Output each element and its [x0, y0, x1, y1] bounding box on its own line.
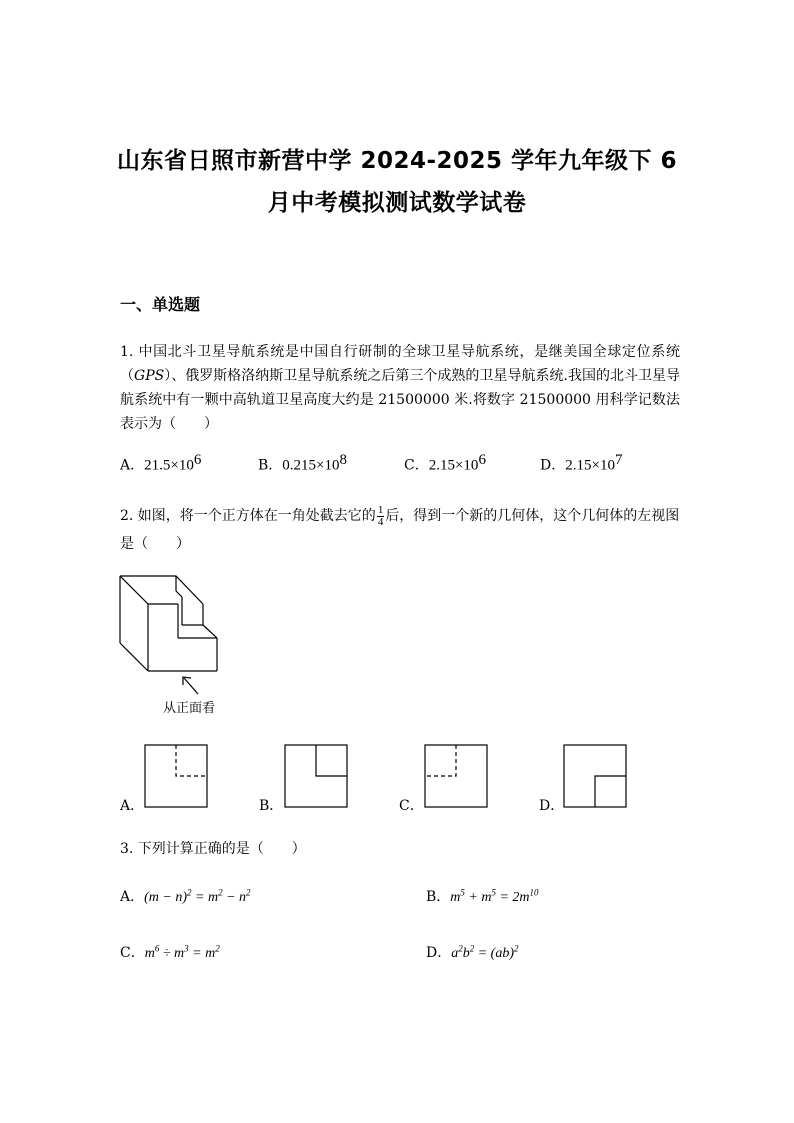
q1-text-part2: ）、俄罗斯格洛纳斯卫星导航系统之后第三个成熟的卫星导航系统.我国的北斗卫星导航系统中有一颗中高轨道卫星高度大约是 21500000 米.将数字 21500000 用科学记数法表示为（ ）	[120, 368, 681, 432]
q1-option-d[interactable]: D．$2.15\times 10^7$	[540, 452, 623, 474]
question-3-stem: 3. 下列计算正确的是（ ）	[120, 841, 306, 857]
q2-option-c-figure	[425, 745, 487, 807]
q1-option-b[interactable]: B．$0.215\times 10^8$	[258, 452, 348, 474]
q2-option-a-figure	[145, 745, 207, 807]
q1-text-part1: 1. 中国北斗卫星导航系统是中国自行研制的全球卫星导航系统，是继美国全球定位系统（	[120, 344, 680, 384]
q3-option-a[interactable]: A．$(m - n)^2 = m^2 - n^2$	[120, 887, 251, 905]
question-2-stem: 2. 如图，将一个正方体在一角处截去它的 $\frac{1}{4}$ 后，得到一个新的几何体，这个几何体的左视图是（ ）	[120, 503, 680, 552]
q2-option-c[interactable]: C．	[399, 798, 424, 814]
q1-option-c[interactable]: C．$2.15\times 10^6$	[404, 452, 486, 474]
q3-option-d[interactable]: D．$a^2b^2 = (ab)^2$	[426, 943, 519, 961]
q3-option-b[interactable]: B．$m^5 + m^5 = 2m^{10}$	[426, 887, 539, 905]
q3-option-c[interactable]: C．$m^6 \div m^3 = m^2$	[120, 943, 220, 961]
figure-caption: 从正面看	[163, 701, 216, 716]
fraction-one-quarter: $\frac{1}{4}$	[377, 503, 384, 528]
cube-figure	[120, 576, 217, 671]
q1-option-a[interactable]: A．$21.5\times 10^6$	[120, 452, 202, 474]
q2-option-b[interactable]: B．	[259, 798, 284, 814]
q1-gps: GPS	[134, 368, 165, 384]
q2-option-d-figure	[564, 745, 626, 807]
q2-option-d[interactable]: D．	[539, 798, 565, 814]
title-line-2: 月中考模拟测试数学试卷	[267, 190, 527, 216]
section-heading: 一、单选题	[120, 295, 201, 314]
q2-option-a[interactable]: A．	[120, 798, 145, 814]
view-arrow	[183, 677, 198, 694]
title-line-1: 山东省日照市新营中学 2024-2025 学年九年级下 6	[116, 148, 678, 174]
q2-option-b-figure	[285, 745, 347, 807]
